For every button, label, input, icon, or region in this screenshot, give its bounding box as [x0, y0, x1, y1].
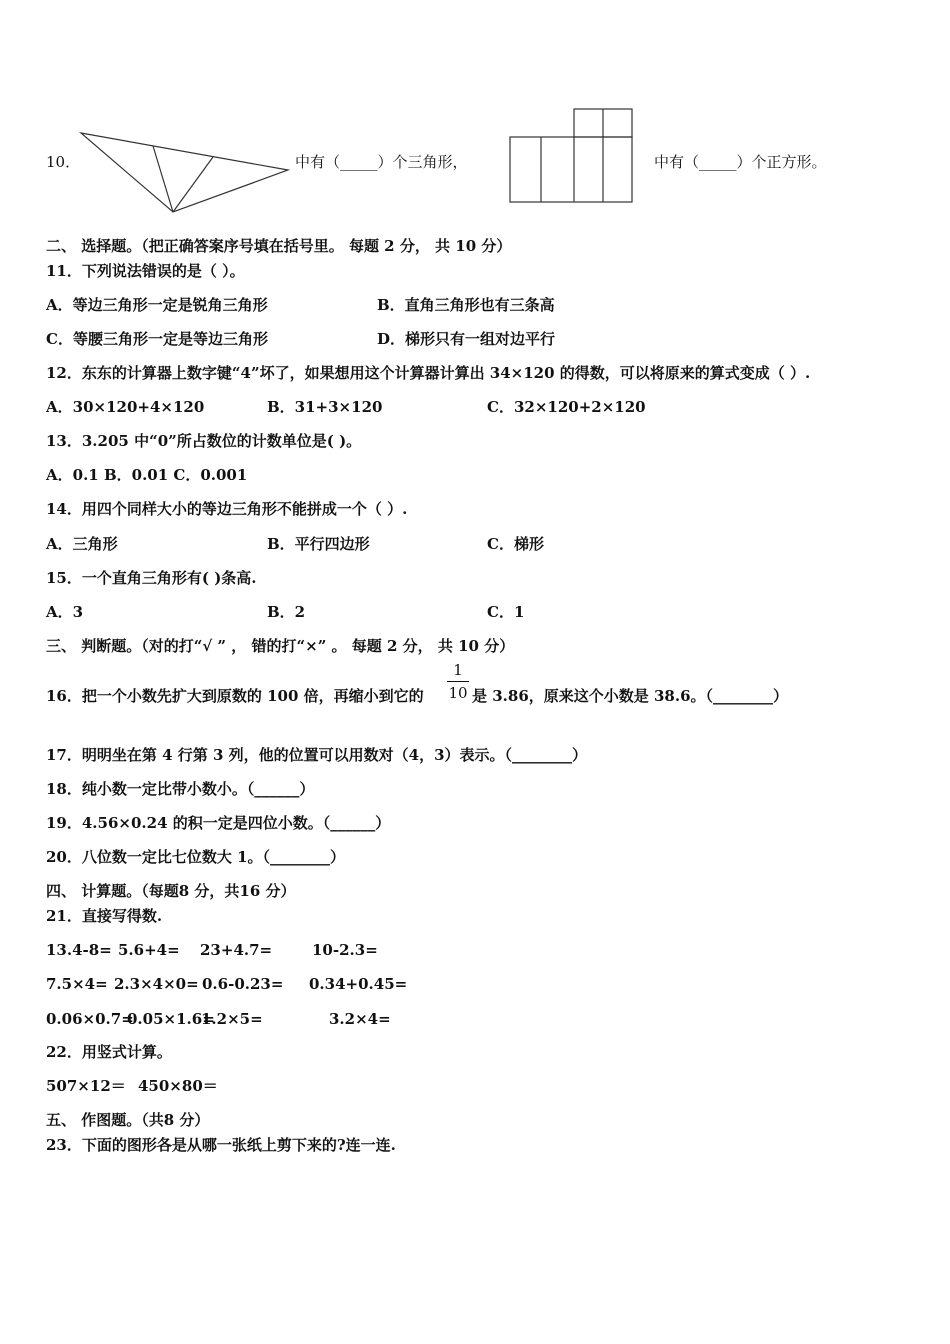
q21-item: 13.4-8= — [46, 941, 112, 959]
q11-option-b: B．直角三角形也有三条高 — [377, 296, 555, 314]
q16-text-after: 是 3.86，原来这个小数是 38.6。（________） — [472, 687, 789, 705]
fraction-bar — [447, 681, 469, 682]
q10-text-squares: 中有（_____）个正方形。 — [654, 153, 827, 171]
q21-item: 7.5×4= — [46, 975, 108, 993]
q12-option-a: A．30×120+4×120 — [46, 398, 205, 416]
q21-item: 0.6-0.23= — [202, 975, 284, 993]
q21-item: 3.2×4= — [329, 1010, 391, 1028]
q23-stem: 23．下面的图形各是从哪一张纸上剪下来的?连一连. — [46, 1136, 396, 1154]
q21-item: 0.34+0.45= — [309, 975, 408, 993]
q22-item: 507×12＝ — [46, 1077, 126, 1095]
fraction-numerator: 1 — [453, 661, 463, 679]
q21-item: 2.3×4×0= — [114, 975, 199, 993]
q21-item: 23+4.7= — [200, 941, 273, 959]
q10-number: 10． — [46, 153, 81, 171]
q22-item: 450×80＝ — [138, 1077, 218, 1095]
q21-stem: 21．直接写得数. — [46, 907, 163, 925]
triangle-outline — [81, 133, 288, 212]
triangle-figure — [76, 128, 292, 216]
q21-item: 5.6+4= — [118, 941, 180, 959]
q16-fraction — [447, 661, 469, 702]
q14-stem: 14．用四个同样大小的等边三角形不能拼成一个（ ）. — [46, 500, 408, 518]
q21-item: 0.06×0.7= — [46, 1010, 134, 1028]
q21-item: 1.2×5= — [201, 1010, 263, 1028]
squares-bottom-row — [510, 137, 632, 202]
q21-item: 10-2.3= — [312, 941, 378, 959]
q12-option-c: C．32×120+2×120 — [487, 398, 646, 416]
q16-text-before: 16．把一个小数先扩大到原数的 100 倍，再缩小到它的 — [46, 687, 424, 705]
fraction-denominator: 10 — [448, 684, 468, 702]
q12-stem: 12．东东的计算器上数字键“4”坏了，如果想用这个计算器计算出 34×120 的得数，可以将原来的算式变成（ ）. — [46, 364, 811, 382]
q14-option-b: B．平行四边形 — [267, 535, 370, 553]
q10-text-triangles: 中有（_____）个三角形， — [295, 153, 468, 171]
q15-option-c: C．1 — [487, 603, 525, 621]
q12-option-b: B．31+3×120 — [267, 398, 383, 416]
section5-heading: 五、 作图题。（共8 分） — [46, 1111, 210, 1129]
q11-stem: 11．下列说法错误的是（ ）。 — [46, 262, 245, 280]
q18-statement: 18．纯小数一定比带小数小。（______） — [46, 780, 315, 798]
section4-heading: 四、 计算题。（每题8 分，共16 分） — [46, 882, 296, 900]
q21-item: 0.05×1.6= — [127, 1010, 215, 1028]
q20-statement: 20．八位数一定比七位数大 1。（________） — [46, 848, 346, 866]
squares-figure — [507, 106, 637, 206]
triangle-inner-line-2 — [173, 157, 213, 212]
section2-heading: 二、 选择题。（把正确答案序号填在括号里。 每题 2 分， 共 10 分） — [46, 237, 512, 255]
q19-statement: 19．4.56×0.24 的积一定是四位小数。（______） — [46, 814, 391, 832]
q11-option-c: C．等腰三角形一定是等边三角形 — [46, 330, 268, 348]
q17-statement: 17．明明坐在第 4 行第 3 列，他的位置可以用数对（4，3）表示。（________） — [46, 746, 588, 764]
q11-option-a: A．等边三角形一定是锐角三角形 — [46, 296, 268, 314]
q13-stem: 13．3.205 中“0”所占数位的计数单位是( )。 — [46, 432, 362, 450]
q14-option-c: C．梯形 — [487, 535, 544, 553]
q11-option-d: D．梯形只有一组对边平行 — [377, 330, 556, 348]
q14-option-a: A．三角形 — [46, 535, 118, 553]
q13-options: A．0.1 B．0.01 C．0.001 — [46, 466, 248, 484]
section3-heading: 三、 判断题。（对的打“√ ” ， 错的打“×” 。 每题 2 分， 共 10 分） — [46, 637, 515, 655]
q22-stem: 22．用竖式计算。 — [46, 1043, 172, 1061]
triangle-inner-line-1 — [153, 146, 173, 212]
q15-option-a: A．3 — [46, 603, 84, 621]
q15-stem: 15．一个直角三角形有( )条高. — [46, 569, 257, 587]
q15-option-b: B．2 — [267, 603, 306, 621]
